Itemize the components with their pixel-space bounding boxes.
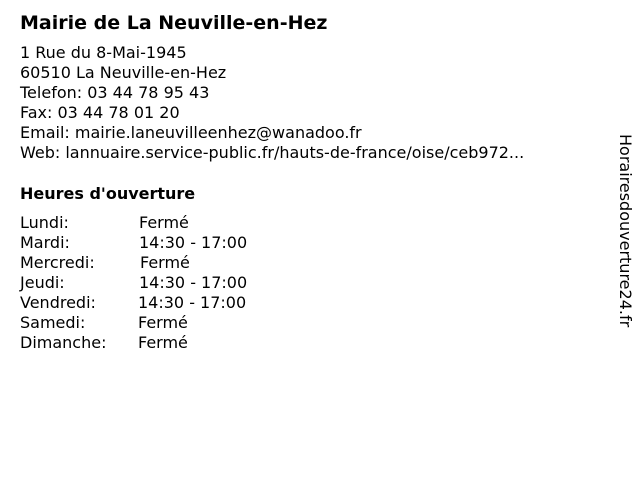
page-title: Mairie de La Neuville-en-Hez	[20, 12, 328, 34]
day-label: Vendredi:	[20, 293, 96, 312]
site-watermark: Horairesdouverture24.fr	[616, 134, 635, 328]
hours-value: 14:30 - 17:00	[139, 273, 248, 292]
hours-value: 14:30 - 17:00	[139, 233, 248, 252]
day-label: Lundi:	[20, 213, 69, 232]
day-label: Dimanche:	[20, 333, 107, 352]
day-label: Mardi:	[20, 233, 70, 252]
fax-number: Fax: 03 44 78 01 20	[20, 103, 180, 122]
opening-hours-heading: Heures d'ouverture	[20, 184, 196, 203]
website-url: Web: lannuaire.service-public.fr/hauts-de-france/oise/ceb972...	[20, 143, 525, 162]
email-address: Email: mairie.laneuvilleenhez@wanadoo.fr	[20, 123, 362, 142]
street-address: 1 Rue du 8-Mai-1945	[20, 43, 187, 62]
day-label: Mercredi:	[20, 253, 95, 272]
hours-value: Fermé	[138, 313, 188, 332]
phone-number: Telefon: 03 44 78 95 43	[20, 83, 210, 102]
address-block	[20, 43, 524, 163]
hours-value: Fermé	[138, 333, 188, 352]
hours-value: 14:30 - 17:00	[138, 293, 247, 312]
day-label: Jeudi:	[20, 273, 65, 292]
hours-value: Fermé	[139, 213, 189, 232]
postal-city: 60510 La Neuville-en-Hez	[20, 63, 227, 82]
day-label: Samedi:	[20, 313, 86, 332]
hours-value: Fermé	[140, 253, 190, 272]
